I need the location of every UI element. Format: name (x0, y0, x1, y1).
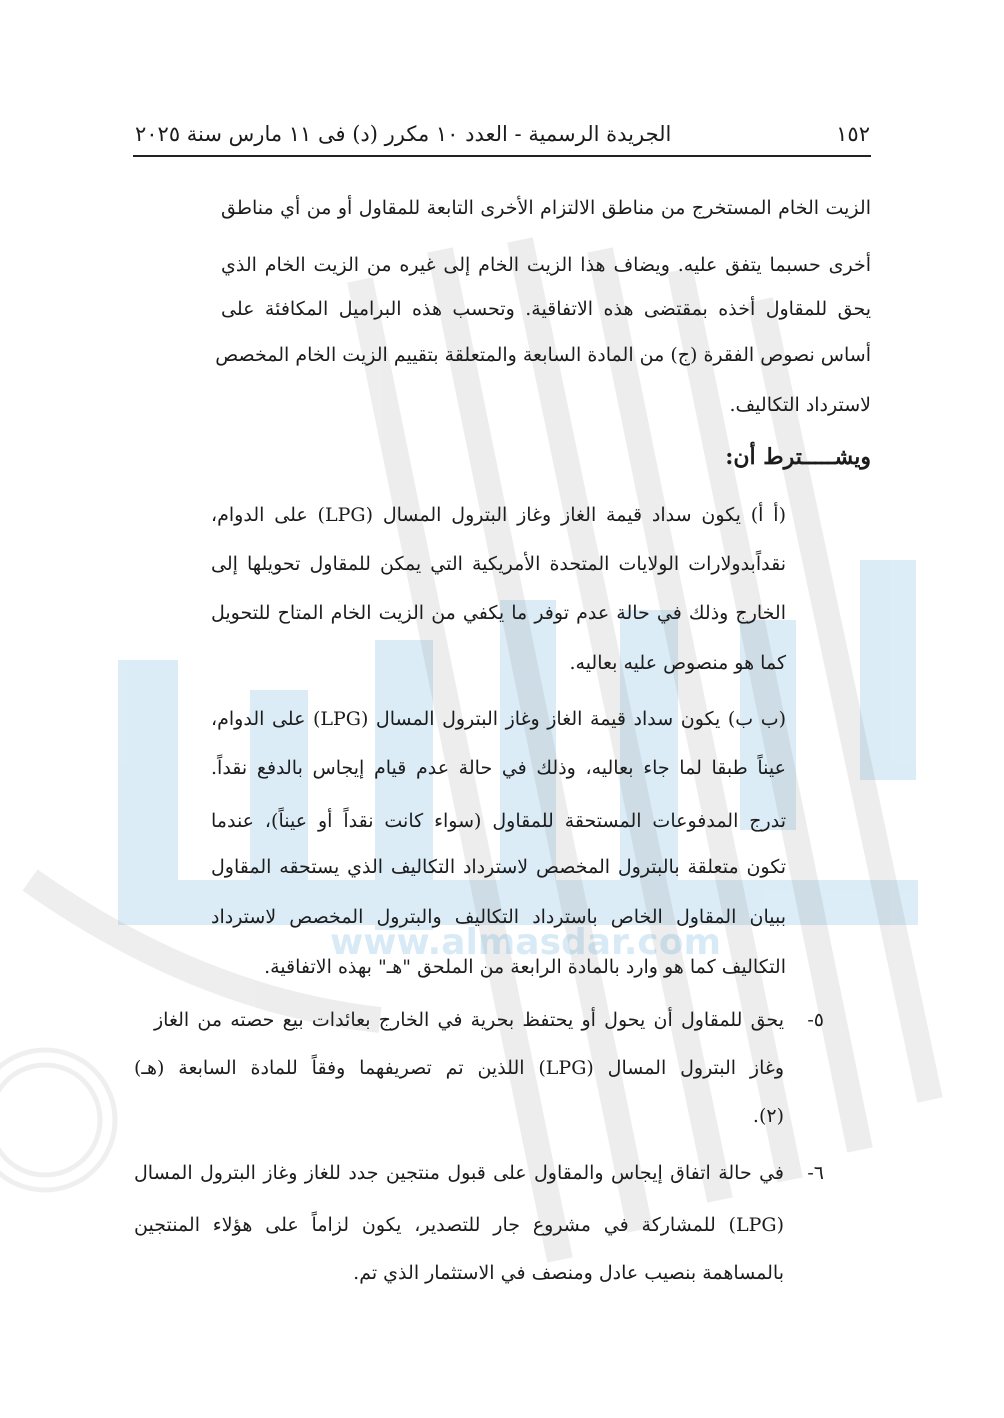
intro-line: أخرى حسبما يتفق عليه. ويضاف هذا الزيت الخام إلى غيره من الزيت الخام الذي (221, 254, 871, 276)
watermark-url: www.almasdar.com (330, 922, 721, 963)
item-5-number: ٥- (807, 1009, 824, 1031)
sub-para-line: ببيان المقاول الخاص باسترداد التكاليف والبترول المخصص لاسترداد (211, 906, 786, 928)
intro-line: الزيت الخام المستخرج من مناطق الالتزام الأخرى التابعة للمقاول أو من أي مناطق (221, 197, 871, 219)
header-rule (133, 155, 871, 157)
item-a-line: الخارج وذلك في حالة عدم توفر ما يكفي من الزيت الخام المتاح للتحويل (211, 602, 786, 624)
intro-line: يحق للمقاول أخذه بمقتضى هذه الاتفاقية. وتحسب هذه البراميل المكافئة على (221, 298, 871, 320)
item-a-line: كما هو منصوص عليه بعاليه. (569, 652, 786, 674)
item-a-line: (أ أ) يكون سداد قيمة الغاز وغاز البترول المسال (LPG) على الدوام، (211, 504, 786, 526)
item-5-line: وغاز البترول المسال (LPG) اللذين تم تصريفهما وفقاً للمادة السابعة (هـ) (134, 1057, 785, 1079)
item-5-line: (٢). (752, 1105, 784, 1127)
sub-para-line: التكاليف كما هو وارد بالمادة الرابعة من الملحق "هـ" بهذه الاتفاقية. (264, 956, 786, 978)
page-header (135, 114, 870, 154)
intro-line: لاسترداد التكاليف. (729, 394, 871, 416)
item-b-line: عيناً طبقا لما جاء بعاليه، وذلك في حالة عدم قيام إيجاس بالدفع نقداً. (211, 757, 786, 779)
page-number: ١٥٢ (836, 122, 870, 146)
gazette-title: الجريدة الرسمية - العدد ١٠ مكرر (د) فى ١١ مارس سنة ٢٠٢٥ (135, 122, 672, 146)
intro-line: أساس نصوص الفقرة (ج) من المادة السابعة والمتعلقة بتقييم الزيت الخام المخصص (215, 344, 871, 366)
item-5-line: يحق للمقاول أن يحول أو يحتفظ بحرية في الخارج بعائدات بيع حصته من الغاز (154, 1009, 784, 1031)
sub-para-line: تدرج المدفوعات المستحقة للمقاول (سواء كانت نقداً أو عيناً)، عندما (211, 810, 786, 832)
item-6-number: ٦- (807, 1162, 824, 1184)
item-6-line: بالمساهمة بنصيب عادل ومنصف في الاستثمار الذي تم. (353, 1262, 784, 1284)
item-b-line: (ب ب) يكون سداد قيمة الغاز وغاز البترول المسال (LPG) على الدوام، (211, 708, 786, 730)
item-6-line: في حالة اتفاق إيجاس والمقاول على قبول منتجين جدد للغاز وغاز البترول المسال (134, 1162, 784, 1184)
item-a-line: نقداًبدولارات الولايات المتحدة الأمريكية التي يمكن للمقاول تحويلها إلى (211, 553, 786, 575)
item-6-line: (LPG) للمشاركة في مشروع جار للتصدير، يكون لزاماً على هؤلاء المنتجين (134, 1214, 784, 1236)
section-heading: ويشـــــترط أن: (725, 444, 871, 470)
sub-para-line: تكون متعلقة بالبترول المخصص لاسترداد التكاليف الذي يستحقه المقاول (211, 856, 786, 878)
